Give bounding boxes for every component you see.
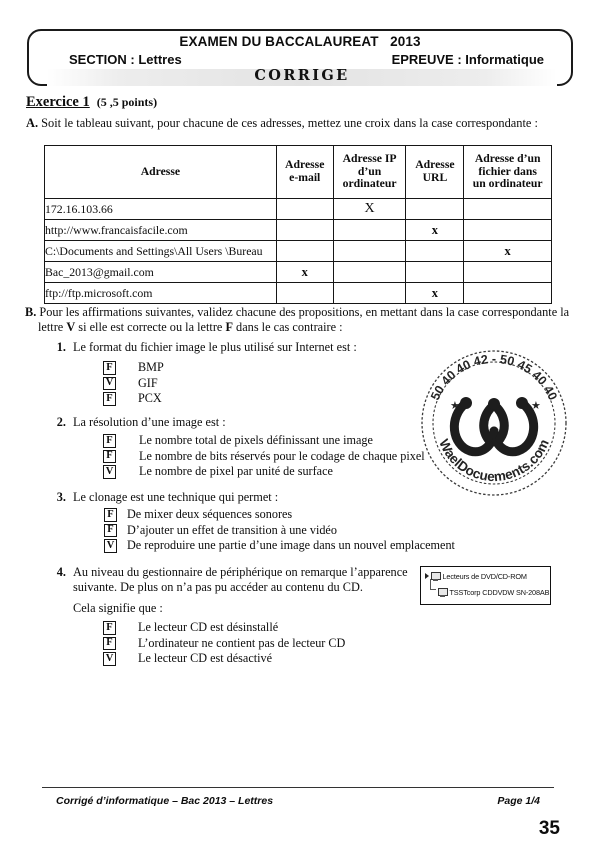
answer-box[interactable]: F bbox=[103, 450, 116, 464]
svg-text:WaelDocuements.com bbox=[436, 437, 552, 484]
cell-file-mark[interactable]: x bbox=[464, 241, 552, 262]
part-b-letter-f: F bbox=[225, 320, 233, 334]
cell-url-mark[interactable] bbox=[406, 241, 464, 262]
cell-ip-mark[interactable] bbox=[333, 283, 406, 304]
cell-url-mark[interactable] bbox=[406, 199, 464, 220]
answer-box[interactable]: F bbox=[103, 434, 116, 448]
option-label: BMP bbox=[138, 360, 164, 375]
table-row bbox=[45, 241, 552, 262]
option-row[interactable] bbox=[104, 507, 455, 523]
cell-ip-mark[interactable] bbox=[333, 241, 406, 262]
footer-divider bbox=[42, 787, 554, 788]
option-row[interactable] bbox=[103, 636, 345, 652]
table-header-row bbox=[45, 146, 552, 199]
question-4 bbox=[48, 565, 418, 594]
answer-box[interactable]: F bbox=[103, 621, 116, 635]
cell-address: http://www.francaisfacile.com bbox=[45, 220, 277, 241]
cell-address: C:\Documents and Settings\All Users \Bureau bbox=[45, 241, 277, 262]
part-b-line2-mid: si elle est correcte ou la lettre bbox=[75, 320, 226, 334]
answer-box[interactable]: F bbox=[104, 524, 117, 538]
part-a-marker: A. bbox=[26, 116, 39, 130]
exercise-name: Exercice 1 bbox=[26, 94, 90, 110]
part-b-line1: Pour les affirmations suivantes, validez chacune des propositions, en mettant dans la case correspondante la bbox=[39, 305, 570, 319]
tree-connector-line bbox=[430, 579, 436, 590]
col-header-url: Adresse URL bbox=[406, 146, 464, 199]
epreuve-label: EPREUVE : Informatique bbox=[391, 52, 544, 67]
device-manager-child-row bbox=[438, 587, 549, 597]
option-row[interactable] bbox=[103, 433, 425, 449]
col-header-email: Adresse e-mail bbox=[276, 146, 333, 199]
cell-ip-mark[interactable] bbox=[333, 262, 406, 283]
table-row bbox=[45, 199, 552, 220]
corrige-label: CORRIGE bbox=[254, 67, 350, 84]
question-3-options bbox=[104, 507, 455, 554]
question-4-text-line2: suivante. De plus on n’a pas pu accéder au contenu du CD. bbox=[73, 579, 363, 594]
col-header-address: Adresse bbox=[45, 146, 277, 199]
answer-box[interactable]: V bbox=[103, 652, 116, 666]
stamp-star-right: ★ bbox=[531, 400, 541, 412]
option-label: PCX bbox=[138, 391, 162, 406]
footer-left-text: Corrigé d’informatique – Bac 2013 – Lettres bbox=[56, 795, 274, 807]
address-table-wrapper bbox=[44, 145, 552, 304]
question-3-text: Le clonage est une technique qui permet : bbox=[73, 490, 279, 504]
cell-address: ftp://ftp.microsoft.com bbox=[45, 283, 277, 304]
exercise-title bbox=[26, 94, 157, 111]
expand-triangle-icon bbox=[425, 573, 429, 579]
option-label: Le nombre de pixel par unité de surface bbox=[139, 464, 333, 479]
section-label: SECTION : Lettres bbox=[69, 52, 182, 67]
option-row[interactable] bbox=[103, 360, 164, 376]
option-label: L’ordinateur ne contient pas de lecteur CD bbox=[138, 635, 346, 650]
address-table bbox=[44, 145, 552, 304]
question-1-options bbox=[103, 360, 164, 407]
option-label: De reproduire une partie d’une image dans un nouvel emplacement bbox=[127, 538, 455, 553]
question-2-number: 2. bbox=[56, 415, 66, 429]
option-row[interactable] bbox=[103, 449, 425, 465]
option-row[interactable] bbox=[103, 376, 164, 392]
cell-email-mark[interactable]: x bbox=[276, 262, 333, 283]
part-b-instruction bbox=[25, 305, 580, 335]
cell-email-mark[interactable] bbox=[276, 241, 333, 262]
part-a-instruction bbox=[26, 116, 576, 130]
answer-box[interactable]: F bbox=[103, 637, 116, 651]
cell-address: 172.16.103.66 bbox=[45, 199, 277, 220]
question-4-options bbox=[103, 620, 345, 667]
table-row bbox=[45, 220, 552, 241]
disabled-device-icon bbox=[438, 587, 447, 597]
answer-box[interactable]: F bbox=[103, 392, 116, 406]
option-label: Le nombre total de pixels définissant une image bbox=[139, 433, 373, 448]
stamp-bottom-text: WaelDocuements.com bbox=[436, 436, 552, 485]
exercise-points: (5 ,5 points) bbox=[96, 95, 158, 109]
question-1-number: 1. bbox=[56, 340, 66, 354]
part-b-line2-post: dans le cas contraire : bbox=[232, 320, 343, 334]
question-4-number: 4. bbox=[56, 565, 66, 579]
cell-url-mark[interactable]: x bbox=[406, 283, 464, 304]
cell-email-mark[interactable] bbox=[276, 283, 333, 304]
page-number: 35 bbox=[538, 818, 560, 839]
cell-email-mark[interactable] bbox=[276, 199, 333, 220]
question-3 bbox=[48, 490, 468, 505]
option-label: Le lecteur CD est désactivé bbox=[138, 651, 273, 666]
cell-ip-mark[interactable] bbox=[333, 220, 406, 241]
table-row bbox=[45, 262, 552, 283]
answer-box[interactable]: F bbox=[103, 361, 116, 375]
option-row[interactable] bbox=[103, 464, 425, 480]
stamp-top-text: 50 40 40 42 - 50 45 40 40 bbox=[428, 352, 560, 403]
cell-address: Bac_2013@gmail.com bbox=[45, 262, 277, 283]
part-b-marker: B. bbox=[25, 305, 37, 319]
option-row[interactable] bbox=[104, 523, 455, 539]
question-2-text: La résolution d’une image est : bbox=[73, 415, 226, 429]
question-1-text: Le format du fichier image le plus utilisé sur Internet est : bbox=[73, 340, 357, 354]
col-header-ip: Adresse IP d’un ordinateur bbox=[333, 146, 406, 199]
answer-box[interactable]: F bbox=[104, 508, 117, 522]
part-b-line2-pre: lettre bbox=[38, 320, 67, 334]
question-2-options bbox=[103, 433, 425, 480]
stamp-star-left: ★ bbox=[450, 400, 460, 412]
part-b-letter-v: V bbox=[66, 320, 76, 334]
cell-file-mark[interactable] bbox=[464, 283, 552, 304]
cell-file-mark[interactable] bbox=[464, 220, 552, 241]
option-label: Le nombre de bits réservés pour le codage de chaque pixel bbox=[139, 448, 425, 463]
option-label: GIF bbox=[138, 375, 158, 390]
device-manager-screenshot bbox=[420, 566, 551, 605]
option-row[interactable] bbox=[103, 651, 345, 667]
cell-file-mark[interactable] bbox=[464, 262, 552, 283]
cell-email-mark[interactable] bbox=[276, 220, 333, 241]
footer-page-label: Page 1/4 bbox=[497, 795, 540, 807]
col-header-file: Adresse d’un fichier dans un ordinateur bbox=[464, 146, 552, 199]
answer-box[interactable]: V bbox=[103, 377, 116, 391]
question-1 bbox=[48, 340, 468, 355]
option-label: Le lecteur CD est désinstallé bbox=[138, 620, 279, 635]
question-3-number: 3. bbox=[56, 490, 66, 504]
table-row bbox=[45, 283, 552, 304]
cell-ip-mark[interactable]: X bbox=[333, 199, 406, 220]
device-manager-parent-label: Lecteurs de DVD/CD-ROM bbox=[442, 571, 527, 581]
option-row[interactable] bbox=[104, 538, 455, 554]
exam-title: EXAMEN DU BACCALAUREAT 2013 bbox=[179, 34, 421, 49]
cell-url-mark[interactable]: x bbox=[406, 220, 464, 241]
cell-url-mark[interactable] bbox=[406, 262, 464, 283]
option-label: D’ajouter un effet de transition à une vidéo bbox=[127, 522, 337, 537]
device-manager-parent-row bbox=[425, 571, 527, 581]
part-a-text: Soit le tableau suivant, pour chacune de ces adresses, mettez une croix dans la case correspondante : bbox=[41, 116, 538, 130]
device-manager-child-label: TSSTcorp CDDVDW SN-208AB bbox=[449, 587, 550, 597]
option-row[interactable] bbox=[103, 620, 345, 636]
cell-file-mark[interactable] bbox=[464, 199, 552, 220]
answer-box[interactable]: V bbox=[103, 465, 116, 479]
question-2 bbox=[48, 415, 468, 430]
option-row[interactable] bbox=[103, 391, 164, 407]
answer-box[interactable]: V bbox=[104, 539, 117, 553]
exam-header-box bbox=[27, 29, 573, 86]
question-4-text-line3: Cela signifie que : bbox=[73, 601, 163, 615]
svg-text:50 40 40 42 - 50 45 40 40 bbox=[428, 352, 560, 402]
option-label: De mixer deux séquences sonores bbox=[127, 507, 293, 522]
question-4-text-line1: Au niveau du gestionnaire de périphérique on remarque l’apparence bbox=[73, 565, 408, 579]
